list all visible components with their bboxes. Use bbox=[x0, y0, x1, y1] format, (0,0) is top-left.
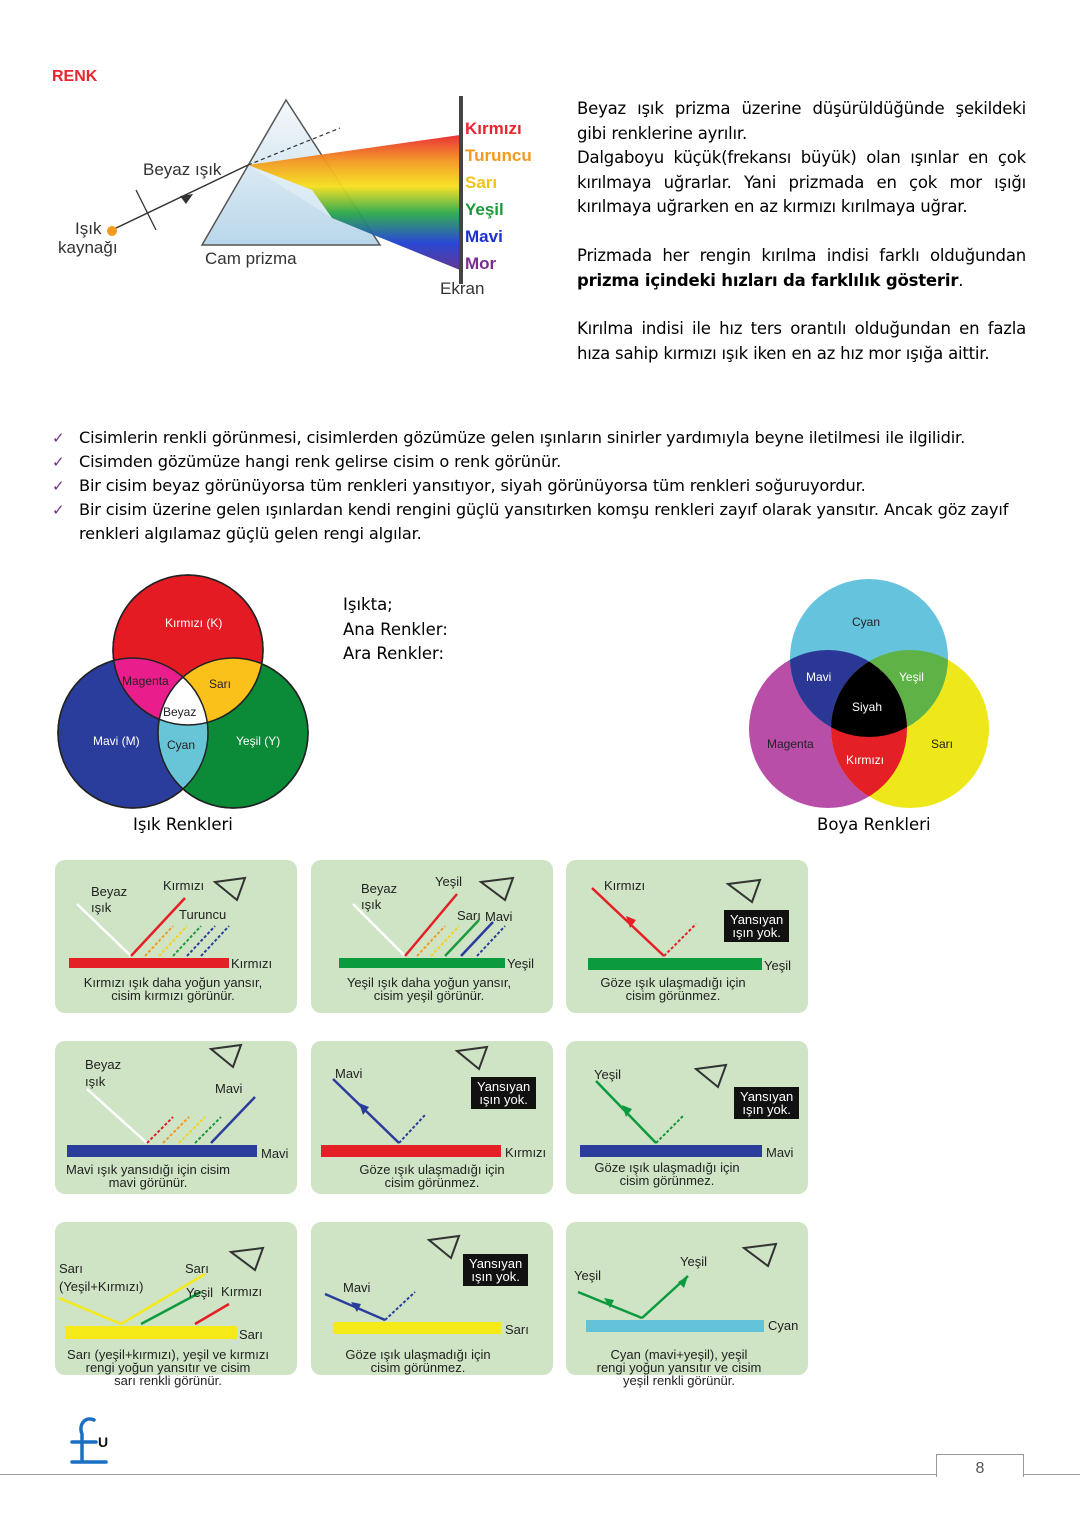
p1-out-2: Turuncu bbox=[179, 907, 227, 922]
paragraph-index-text: Prizmada her rengin kırılma indisi farklı olduğundan bbox=[577, 246, 1026, 265]
p3-in-1: Kırmızı bbox=[604, 878, 646, 893]
bullet-item: ✓ Cisimlerin renkli görünmesi, cisimlerden gözümüze gelen ışınların sinirler yardımıyla beyne iletilmesi ile ilgilidir. bbox=[52, 426, 1027, 450]
p5-in-1: Mavi bbox=[335, 1066, 363, 1081]
white-light-label: Beyaz ışık bbox=[143, 160, 222, 179]
p7-out-3: Kırmızı bbox=[221, 1284, 263, 1299]
p9-out-1: Yeşil bbox=[680, 1254, 707, 1269]
p4-surface: Mavi bbox=[261, 1146, 289, 1161]
bullet-item: ✓ Bir cisim beyaz görünüyorsa tüm renkleri yansıtıyor, siyah görünüyorsa tüm renkleri soğuruyordur. bbox=[52, 474, 1027, 498]
p4-out-1: Mavi bbox=[215, 1081, 243, 1096]
panel-green-red-light bbox=[566, 860, 808, 1013]
paint-cyan-label: Cyan bbox=[852, 615, 881, 629]
spectrum-orange: Turuncu bbox=[465, 146, 532, 165]
spectrum-green: Yeşil bbox=[465, 200, 504, 219]
paint-red-label: Kırmızı bbox=[846, 753, 884, 767]
p6-no-reflection: Yansıyan ışın yok. bbox=[734, 1087, 799, 1119]
p2-out-2: Sarı bbox=[457, 908, 481, 923]
p3-caption: Göze ışık ulaşmadığı için cisim görünmez. bbox=[600, 975, 746, 1003]
footer-logo-letter: U bbox=[98, 1434, 109, 1450]
light-text-line-2: Ana Renkler: bbox=[343, 619, 448, 639]
p3-no-reflection: Yansıyan ışın yok. bbox=[724, 910, 789, 942]
p7-in-2: (Yeşil+Kırmızı) bbox=[59, 1279, 144, 1294]
paragraph-index-end: . bbox=[958, 270, 964, 290]
check-icon: ✓ bbox=[52, 477, 65, 495]
p8-caption: Göze ışık ulaşmadığı için cisim görünmez. bbox=[345, 1347, 491, 1375]
paragraph-dispersion: Beyaz ışık prizma üzerine düşürüldüğünde şekildeki gibi renklerine ayrılır. bbox=[577, 99, 1026, 143]
check-icon: ✓ bbox=[52, 453, 65, 471]
footer-logo bbox=[66, 1414, 112, 1466]
p2-surface: Yeşil bbox=[507, 956, 534, 971]
p5-no-reflection: Yansıyan ışın yok. bbox=[471, 1077, 536, 1109]
panel-blue-object bbox=[55, 1041, 297, 1194]
check-icon: ✓ bbox=[52, 429, 65, 447]
paragraph-speed: Kırılma indisi ile hız ters orantılı olduğundan en fazla hıza sahip kırmızı ışık iken en az hız mor ışığa aittir. bbox=[577, 319, 1026, 363]
p4-in-2: ışık bbox=[85, 1074, 106, 1089]
light-green-label: Yeşil (Y) bbox=[236, 734, 281, 748]
panel-yellow-blue-light bbox=[311, 1222, 553, 1375]
p2-caption: Yeşil ışık daha yoğun yansır, cisim yeşil görünür. bbox=[346, 975, 512, 1003]
paint-colors-caption: Boya Renkleri bbox=[817, 815, 931, 834]
p8-no-reflection: Yansıyan ışın yok. bbox=[463, 1254, 528, 1286]
p1-surface: Kırmızı bbox=[231, 956, 273, 971]
p2-out-1: Yeşil bbox=[435, 874, 462, 889]
p8-in-1: Mavi bbox=[343, 1280, 371, 1295]
bullet-item: ✓ Bir cisim üzerine gelen ışınlardan kendi rengini güçlü yansıtırken komşu renkleri zayıf olarak yansıtır. Ancak göz zayıf renkleri algılamaz güçlü gelen rengi algılar. bbox=[52, 500, 1009, 543]
light-text-line-1: Işıkta; bbox=[343, 595, 393, 614]
p2-in-1: Beyaz bbox=[361, 881, 398, 896]
spectrum-violet: Mor bbox=[465, 254, 497, 273]
p7-out-1: Sarı bbox=[185, 1261, 209, 1276]
light-text-line-3: Ara Renkler: bbox=[343, 644, 445, 663]
p7-caption: Sarı (yeşil+kırmızı), yeşil ve kırmızı rengi yoğun yansıtır ve cisim sarı renkli görünür. bbox=[67, 1347, 269, 1388]
footer-line bbox=[0, 1474, 1080, 1475]
p4-caption: Mavi ışık yansıdığı için cisim mavi görünür. bbox=[66, 1162, 230, 1190]
panel-red-object bbox=[55, 860, 297, 1013]
paint-yellow-label: Sarı bbox=[931, 737, 954, 751]
p2-out-3: Mavi bbox=[485, 909, 513, 924]
page-number: 8 bbox=[936, 1454, 1024, 1477]
panel-yellow-object bbox=[55, 1222, 297, 1388]
light-blue-label: Mavi (M) bbox=[93, 734, 140, 748]
light-yellow-label: Sarı bbox=[209, 677, 232, 691]
light-cyan-label: Cyan bbox=[167, 738, 196, 752]
light-source-label-1: Işık bbox=[75, 219, 102, 238]
spectrum-blue: Mavi bbox=[465, 227, 503, 246]
p8-surface: Sarı bbox=[505, 1322, 529, 1337]
p7-in-1: Sarı bbox=[59, 1261, 83, 1276]
prism-label: Cam prizma bbox=[205, 249, 297, 268]
paint-magenta-label: Magenta bbox=[767, 737, 814, 751]
p1-out-1: Kırmızı bbox=[163, 878, 205, 893]
panel-cyan-object bbox=[566, 1222, 808, 1388]
p1-caption: Kırmızı ışık daha yoğun yansır, cisim kırmızı görünür. bbox=[83, 975, 263, 1003]
bullet-item: ✓ Cisimden gözümüze hangi renk gelirse cisim o renk görünür. bbox=[52, 450, 1027, 474]
paint-black-label: Siyah bbox=[852, 700, 883, 714]
panel-red-blue-light bbox=[311, 1041, 553, 1194]
panel-green-object bbox=[311, 860, 553, 1013]
p9-caption: Cyan (mavi+yeşil), yeşil rengi yoğun yansıtır ve cisim yeşil renkli görünür. bbox=[596, 1347, 762, 1388]
spectrum-yellow: Sarı bbox=[465, 173, 498, 192]
p7-out-2: Yeşil bbox=[186, 1285, 213, 1300]
light-red-label: Kırmızı (K) bbox=[165, 616, 223, 630]
p5-surface: Kırmızı bbox=[505, 1145, 547, 1160]
paragraph-index-bold: prizma içindeki hızları da farklılık gösterir bbox=[577, 270, 959, 290]
light-colors-caption: Işık Renkleri bbox=[133, 815, 233, 834]
p7-surface: Sarı bbox=[239, 1327, 263, 1342]
light-source-label-2: kaynağı bbox=[58, 238, 118, 257]
paint-green-label: Yeşil bbox=[899, 670, 924, 684]
p6-caption: Göze ışık ulaşmadığı için cisim görünmez. bbox=[594, 1160, 740, 1188]
p4-in-1: Beyaz bbox=[85, 1057, 122, 1072]
p9-surface: Cyan bbox=[768, 1318, 799, 1333]
p6-in-1: Yeşil bbox=[594, 1067, 621, 1082]
light-white-label: Beyaz bbox=[163, 705, 197, 719]
spectrum-red: Kırmızı bbox=[465, 119, 522, 138]
paragraph-refraction: Dalgaboyu küçük(frekansı büyük) olan ışınlar en çok kırılmaya uğrarlar. Yani prizmada en çok mor ışığı kırılmaya uğrarken en az kırmızı kırılmaya uğrar. bbox=[577, 148, 1026, 216]
p2-in-2: ışık bbox=[361, 897, 382, 912]
p1-in-1: Beyaz bbox=[91, 884, 128, 899]
p6-surface: Mavi bbox=[766, 1145, 794, 1160]
p9-in-1: Yeşil bbox=[574, 1268, 601, 1283]
p5-caption: Göze ışık ulaşmadığı için cisim görünmez. bbox=[359, 1162, 505, 1190]
page-title: RENK bbox=[52, 68, 98, 85]
light-magenta-label: Magenta bbox=[122, 674, 169, 688]
paint-blue-label: Mavi bbox=[806, 670, 832, 684]
check-icon: ✓ bbox=[52, 501, 65, 519]
p1-in-2: ışık bbox=[91, 900, 112, 915]
p3-surface: Yeşil bbox=[764, 958, 791, 973]
screen-label: Ekran bbox=[440, 279, 485, 298]
panel-blue-green-light bbox=[566, 1041, 808, 1194]
